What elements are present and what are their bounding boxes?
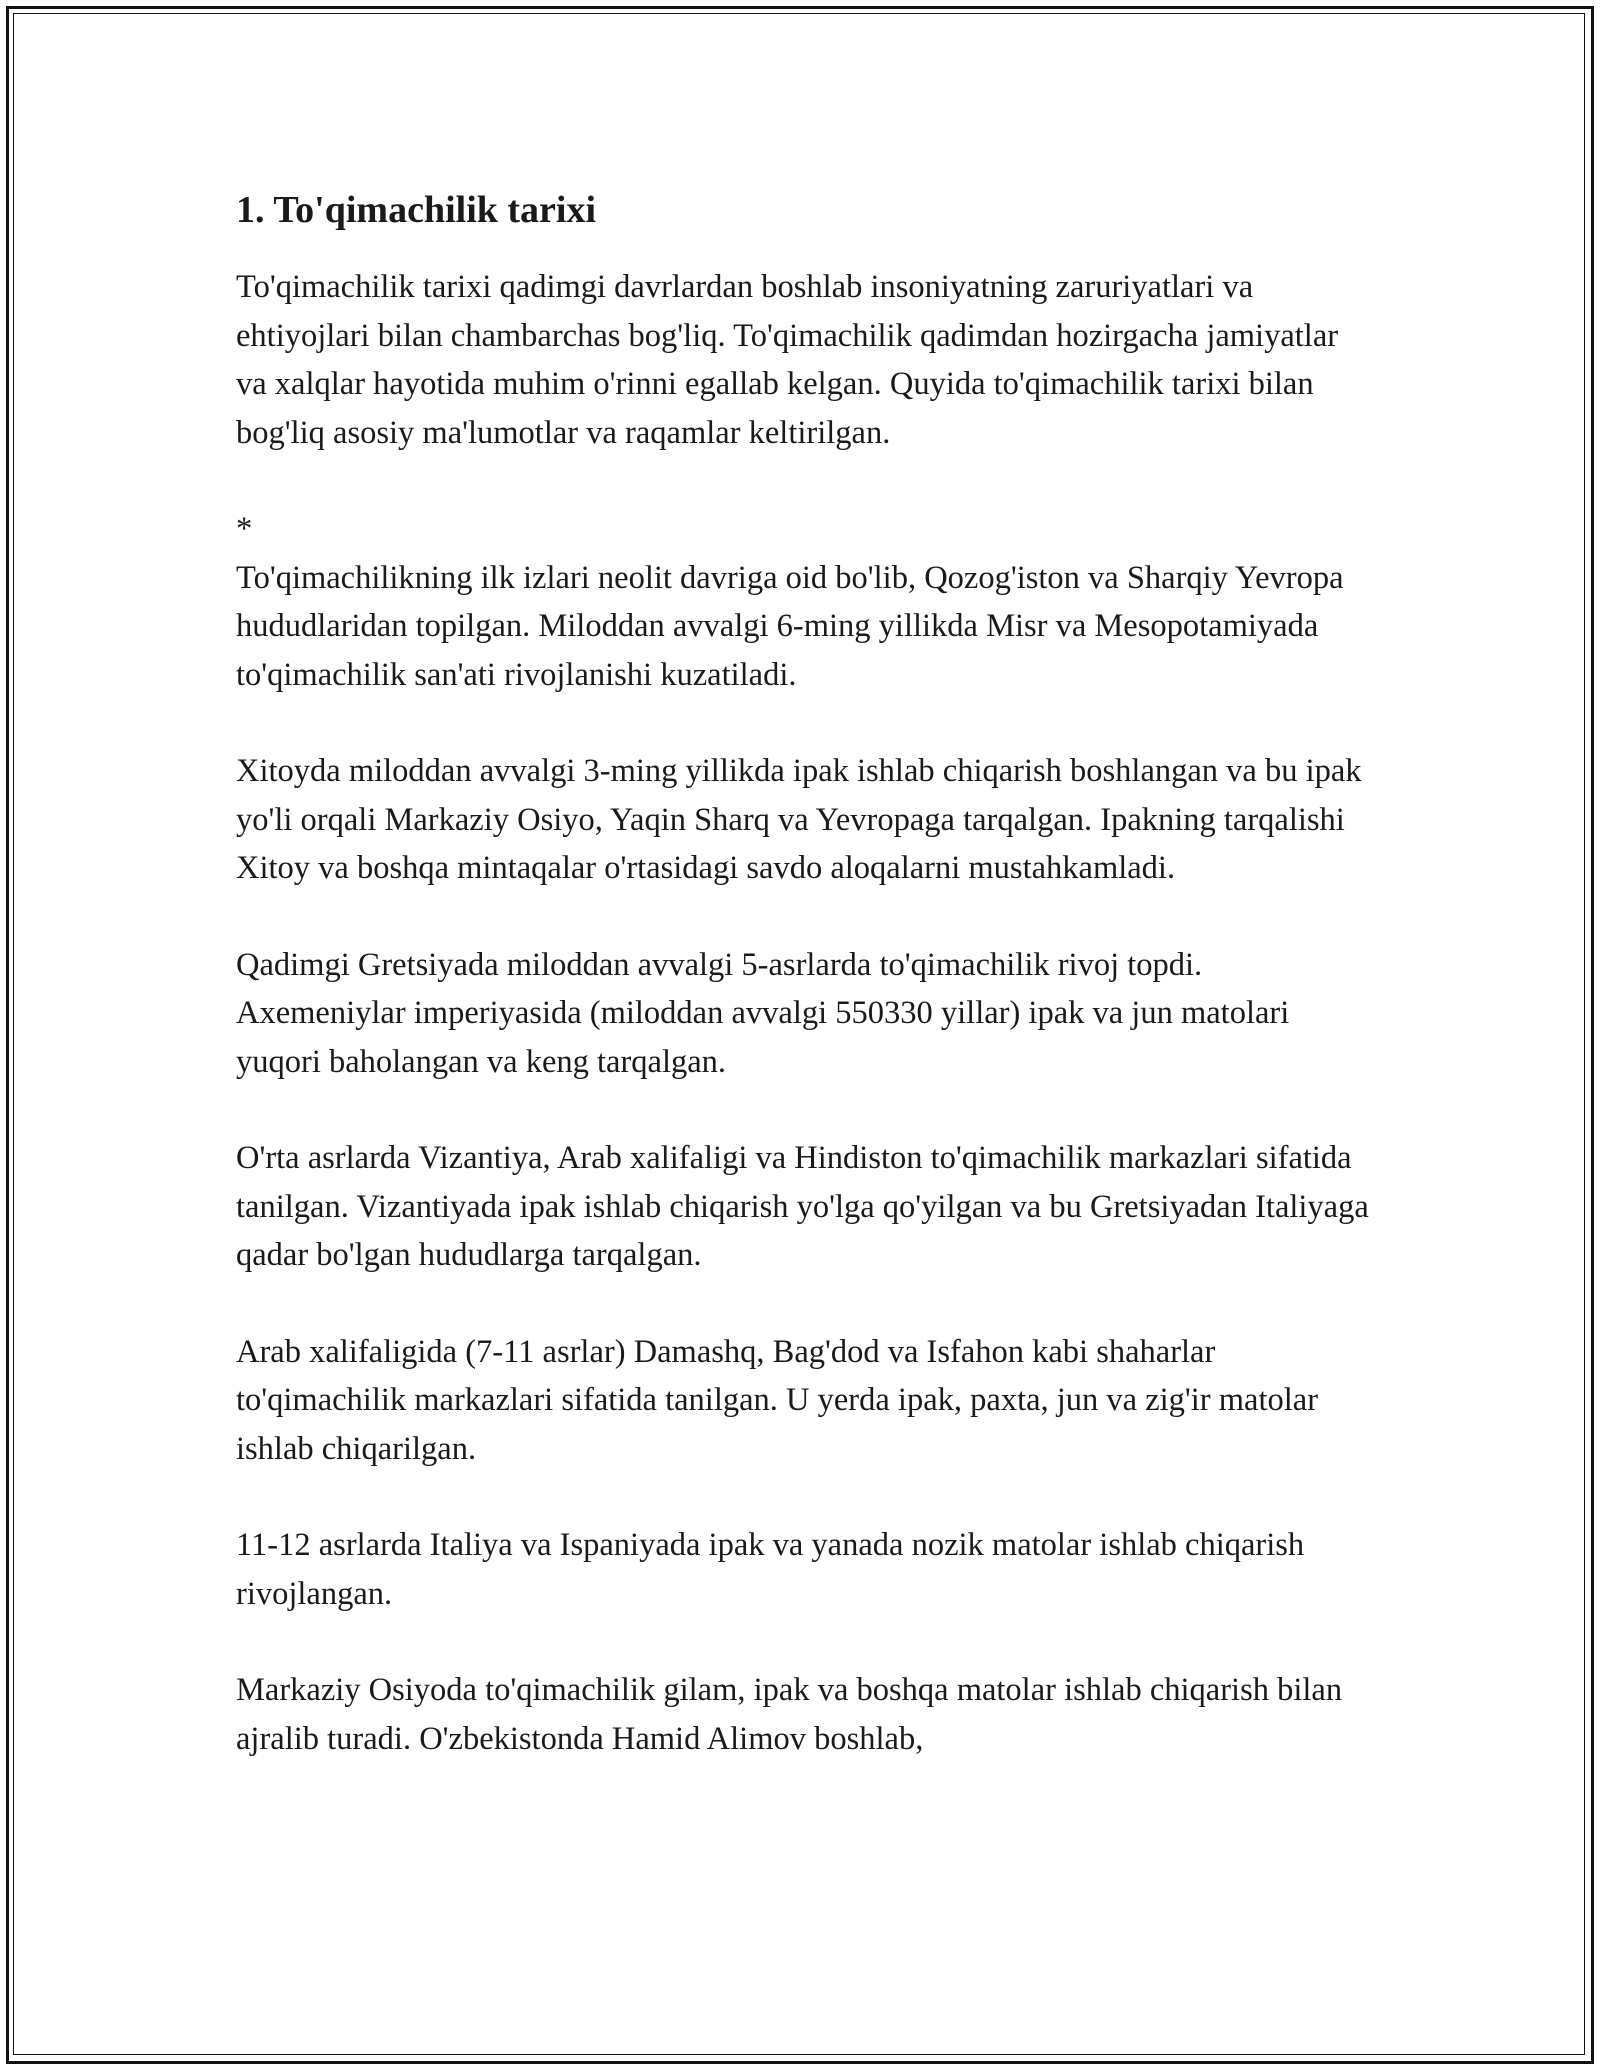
intro-paragraph: To'qimachilik tarixi qadimgi davrlardan boshlab insoniyatning zaruriyatlari va ehtiyojlari bilan chambarchas bog'liq. To'qimachilik qadimdan hozirgacha jamiyatlar va xalqlar hayotida muhim o'rinni egallab kelgan. Quyida to'qimachilik tarixi bilan bog'liq asosiy ma'lumotlar va raqamlar keltirilgan.	[236, 269, 1339, 451]
paragraph-neolithic: To'qimachilikning ilk izlari neolit davriga oid bo'lib, Qozog'iston va Sharqiy Yevropa hududlaridan topilgan. Miloddan avvalgi 6-ming yillikda Misr va Mesopotamiyada to'qimachilik san'ati rivojlanishi kuzatiladi.	[236, 559, 1344, 693]
paragraph-italy-spain: 11-12 asrlarda Italiya va Ispaniyada ipak va yanada nozik matolar ishlab chiqarish rivojlangan.	[236, 1527, 1305, 1612]
document-body	[236, 186, 1376, 1811]
paragraph-china-silk: Xitoyda miloddan avvalgi 3-ming yillikda ipak ishlab chiqarish boshlangan va bu ipak yo'li orqali Markaziy Osiyo, Yaqin Sharq va Yevropaga tarqalgan. Ipakning tarqalishi Xitoy va boshqa mintaqalar o'rtasidagi savdo aloqalarni mustahkamladi.	[236, 753, 1362, 887]
paragraph-central-asia: Markaziy Osiyoda to'qimachilik gilam, ipak va boshqa matolar ishlab chiqarish bilan ajralib turadi. O'zbekistonda Hamid Alimov boshlab,	[236, 1672, 1343, 1757]
section-heading: 1. To'qimachilik tarixi	[236, 189, 597, 231]
paragraph-arab-caliphate: Arab xalifaligida (7-11 asrlar) Damashq, Bag'dod va Isfahon kabi shaharlar to'qimachilik markazlari sifatida tanilgan. U yerda ipak, paxta, jun va zig'ir matolar ishlab chiqarilgan.	[236, 1333, 1319, 1467]
paragraph-middle-ages: O'rta asrlarda Vizantiya, Arab xalifaligi va Hindiston to'qimachilik markazlari sifatida tanilgan. Vizantiyada ipak ishlab chiqarish yo'lga qo'yilgan va bu Gretsiyadan Italiyaga qadar bo'lgan hududlarga tarqalgan.	[236, 1140, 1369, 1274]
paragraph-greece: Qadimgi Gretsiyada miloddan avvalgi 5-asrlarda to'qimachilik rivoj topdi. Axemeniylar imperiyasida (miloddan avvalgi 550330 yillar) ipak va jun matolari yuqori baholangan va keng tarqalgan.	[236, 946, 1290, 1080]
bullet-marker: *	[236, 511, 253, 548]
